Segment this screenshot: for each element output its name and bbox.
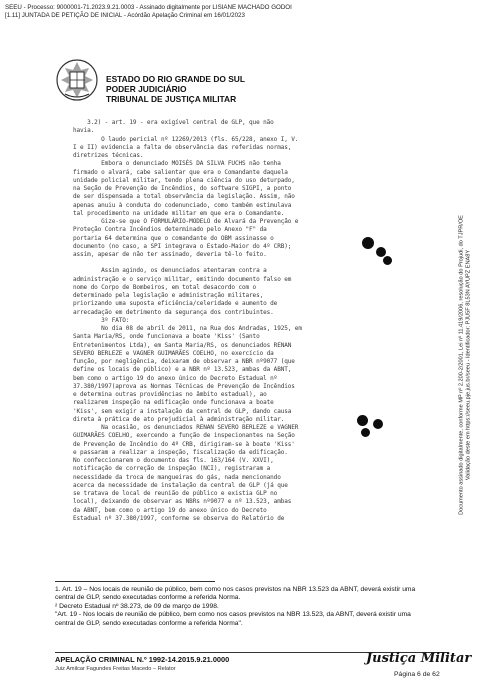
court-brand-logo: Justiça Militar [366,651,472,666]
body-line: Proteção Contra Incêndios determinado pelo Anexo "F" da [73,226,267,234]
header-line-court: TRIBUNAL DE JUSTIÇA MILITAR [106,94,237,105]
footnote-divider [55,581,215,582]
body-line: Entretenimentos Ltda), em Santa Maria/RS, os denunciados RENAN [73,341,292,349]
rapporteur: Juiz Amilcar Fagundes Freitas Macedo – Relator [55,665,176,672]
stamp-line-1: SEEU - Processo: 9000001-71.2023.9.21.0003 - Assinado digitalmente por LISIANE MACHADO GODOI [5,4,292,11]
body-line: Embora o denunciado MOISÉS DA SILVA FUCHS não tenha [73,160,281,168]
page-number: Página 6 de 62 [394,671,440,678]
body-line: 3º FATO: [73,316,130,324]
body-line: tal procedimento na unidade militar em que era o Comandante. [73,209,285,217]
body-line: No confeccionarem o documento das fls. 163/164 (V. XXVI), [73,457,274,464]
body-line: 3.2) - art. 19 - era exigível central de GLP, que não [73,119,274,126]
body-line: na Seção de Prevenção de Incêndios, do software SIGPI, a ponto [73,185,292,192]
header-line-power: PODER JUDICIÁRIO [106,84,187,95]
body-line: bem como o artigo 19 do anexo único do Decreto Estadual nº [73,374,278,382]
redaction-mark [373,419,383,429]
footer-case-info [55,656,229,673]
footnote-2: ² Decreto Estadual nº 38.273, de 09 de março de 1998. [55,602,219,610]
body-line: 37.380/1997(aprova as Normas Técnicas de Prevenção de Incêndios [73,382,295,390]
body-line: GUIMARÃES COELHO, exercendo a função de inspecionantes na Seção [73,432,295,440]
redaction-mark [361,428,370,437]
body-line: unidade policial militar, tendo plena ciência do uso deturpado, [73,176,295,184]
body-line: I e II) evidencia a falta de observância das referidas normas, [73,143,292,151]
redaction-mark [383,256,392,265]
body-line: No dia 08 de abril de 2011, na Rua dos Andradas, 1925, em [73,325,302,332]
body-line: direta à prática de ato prejudicial à administração militar. [73,415,285,423]
body-line: da ABNT, bem como o artigo 19 do anexo único do Decreto [73,506,267,514]
body-line: SEVERO BERLEZE e VAGNER GUIMARÃES COELHO, no exercício da [73,349,274,357]
state-coat-of-arms-icon [55,58,99,102]
side-stamp-line-1: Documento assinado digitalmente, conforme MP nº 2.200-2/2001, Lei nº 11.419/2006, resolução do Projudi, do TJPR/OE [458,215,465,515]
redaction-mark [362,237,374,249]
body-line: Gize-se que O FORMULÁRIO-MODELO de Alvará da Prevenção e [73,218,299,225]
body-line: O laudo pericial nº 12269/2013 (fls. 65/228, anexo I, V. [73,135,299,143]
body-line: diretrizes técnicas. [73,152,144,159]
paragraph-block-a [73,119,403,259]
footnote-3: "Art. 19 - Nos locais de reunião de público, bem como nos casos previstos na NBR 13.523, da ABNT, deverá existir uma central de GLP, sendo executadas conforme a referida Norma". [55,611,411,627]
body-line: de ser dispensada a total observância da legislação. Assim, não [73,193,295,201]
body-line: de Prevenção de Incêndio do 4º CRB, dirigiram-se à boate 'Kiss' [73,440,295,448]
institution-name [106,74,245,105]
body-line: portaria 64 determina que o comandante do OBM assinasse o [73,234,274,242]
body-line: define os locais de público) e a NBR nº 13.523, ambas da ABNT, [73,366,292,374]
footnotes [55,586,425,628]
side-validation-stamp [459,85,474,645]
body-line: 'Kiss', sem exigir a instalação da central de GLP, dando causa [73,407,292,415]
body-line: administração e o serviço militar, emitindo documento falso em [73,275,292,283]
body-line: necessidade da troca de mangueiras do gás, nada mencionando [73,473,281,481]
body-line: e passaram a realizar a inspeção, fiscalização da edificação. [73,448,288,456]
body-line: realizarem inspeção na edificação onde funcionava a boate [73,399,274,407]
body-line: assim, apesar de não ter assinado, deveria tê-lo feito. [73,251,267,258]
body-line: Santa Maria/RS, onde funcionava a boate 'Kiss' (Santo [73,333,260,341]
body-line: arrecadação em detrimento da segurança dos contribuintes. [73,308,274,316]
body-line: se tratava de local de reunião de público e existia GLP no [73,490,278,497]
body-line: apenas anuiu à conduta do codenunciado, como também estimulava [73,201,292,209]
body-line: Estadual nº 37.380/1997, conforme se observa do Relatório de [73,514,285,522]
footnote-1: 1. Art. 19 – Nos locais de reunião de público, bem como nos casos previstos na NBR 13.523 da ABNT, deverá existir uma central de GLP, sendo executadas conforme a referida Norma. [55,586,416,602]
document-body [73,119,403,523]
body-line: Assim agindo, os denunciados atentaram contra a [73,267,267,275]
body-line: havia. [73,127,95,135]
body-line: documento (no caso, a SPI integrava o Estado-Maior do 4º CRB); [73,242,292,250]
stamp-line-2: [1.11] JUNTADA DE PETIÇÃO DE INICIAL - Acórdão Apelação Criminal em 16/01/2023 [5,12,245,19]
digital-signature-stamp [5,4,292,20]
case-number: APELAÇÃO CRIMINAL N.º 1992-14.2015.9.21.0000 [55,655,230,664]
body-line: priorizando uma suposta eficiência/celeridade e aumento de [73,300,278,308]
body-line: local), deixando de observar as NBRs nº9077 e nº 13.523, ambas [73,498,292,506]
body-line: nome do Corpo de Bombeiros, em total desacordo com o [73,283,257,291]
body-line: determinado pela legislação e administração militares, [73,292,264,299]
body-line: função, por negligência, deixaram de observar a NBR nº9077 (que [73,358,295,365]
redaction-mark [357,415,368,426]
header-line-state: ESTADO DO RIO GRANDE DO SUL [106,74,245,84]
body-line: acerca da necessidade de instalação da central de GLP (já que [73,481,288,489]
side-stamp-line-2: Validação deste em https://seeu.pje.jus.br/seeu - Identificador: PJU5F 8L53N AYUPZ ENA8Y [466,249,472,481]
body-line: firmado o alvará, cabe salientar que era o Comandante daquela [73,168,288,176]
document-header [55,58,315,103]
paragraph-block-b [73,267,403,523]
body-line: Na ocasião, os denunciados RENAN SEVERO BERLEZE e VAGNER [73,424,299,431]
body-line: notificação de correção de inspeção (NCI), registraram a [73,465,271,473]
body-line: e determina outras providências no âmbito estadual), ao [73,391,267,398]
